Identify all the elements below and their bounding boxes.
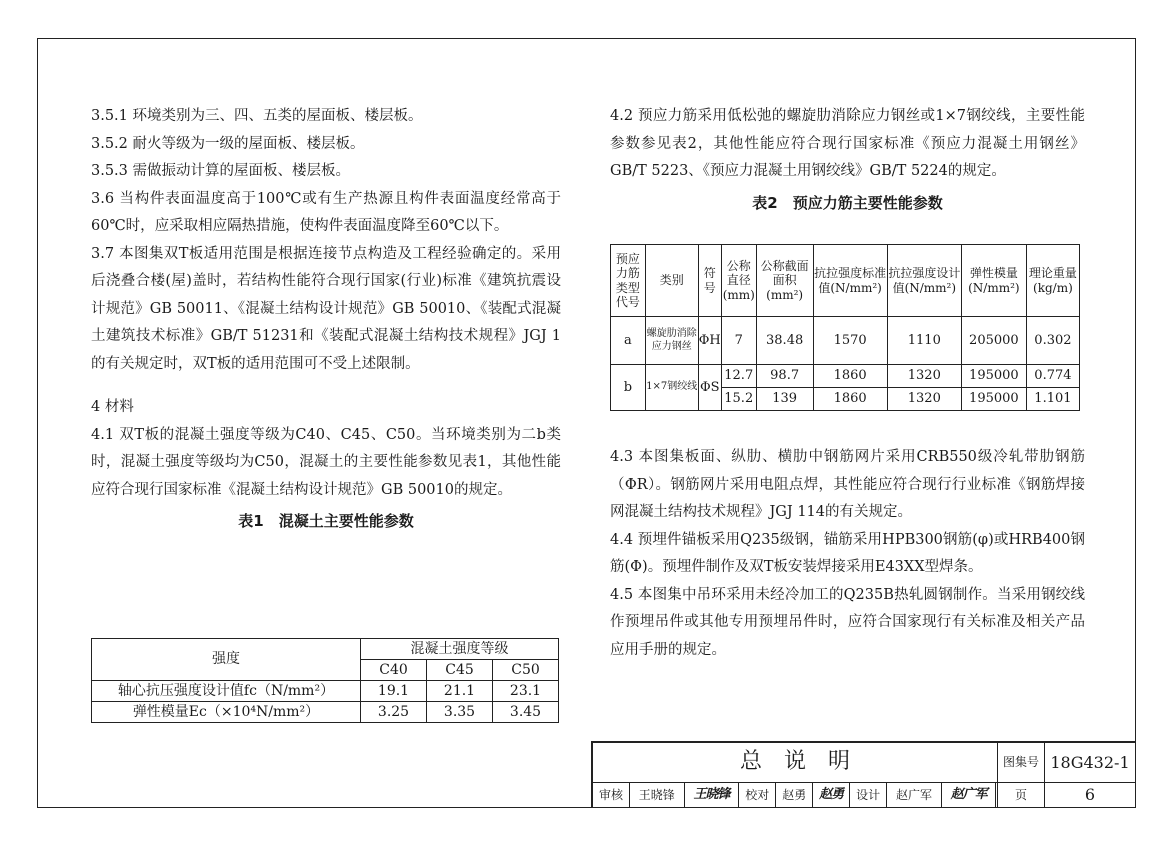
table2-symbol: ΦS <box>698 365 721 411</box>
reviewer-name: 王晓锋 <box>629 783 684 808</box>
table-row <box>92 702 559 723</box>
table2-cell: 1570 <box>813 317 887 365</box>
table2-cell: 139 <box>756 388 813 411</box>
table1-cell: 21.1 <box>427 681 493 702</box>
section-heading-materials: 4 材料 <box>91 399 134 415</box>
table2-type: 1×7钢绞线 <box>645 365 698 411</box>
atlas-number: 18G432-1 <box>1045 743 1136 783</box>
designer-signature: 赵广军 <box>941 783 996 808</box>
table1-grade: C50 <box>493 660 559 681</box>
table2-cell: 7 <box>721 317 756 365</box>
table2-cell: 1110 <box>887 317 961 365</box>
review-label: 审核 <box>593 783 630 808</box>
table2-cell: 1320 <box>887 388 961 411</box>
reviewer-signature: 王晓锋 <box>684 783 739 808</box>
table1-caption: 表1 混凝土主要性能参数 <box>238 512 414 530</box>
table2-cell: 15.2 <box>721 388 756 411</box>
table1-header-grade: 混凝土强度等级 <box>361 639 559 660</box>
title-block <box>591 741 1136 808</box>
table2-cell: 12.7 <box>721 365 756 388</box>
table1-grade: C40 <box>361 660 427 681</box>
clause-4-2: 4.2 预应力筋采用低松弛的螺旋肋消除应力钢丝或1×7钢绞线，主要性能参数参见表2，其他性能应符合现行国家标准《预应力混凝土用钢丝》GB/T 5223、《预应力混凝土用钢绞线》GB/T 5224的规定。 <box>610 108 1085 179</box>
table2-header: 公称截面面积(mm²) <box>756 245 813 317</box>
clause-4-1: 4.1 双T板的混凝土强度等级为C40、C45、C50。当环境类别为二b类时，混凝土强度等级均为C50，混凝土的主要性能参数见表1，其他性能应符合现行国家标准《混凝土结构设计规范》GB 50010的规定。 <box>91 426 561 498</box>
table2-header: 理论重量(kg/m) <box>1026 245 1079 317</box>
table2-cell: 1320 <box>887 365 961 388</box>
table1-cell: 3.45 <box>493 702 559 723</box>
atlas-number-label: 图集号 <box>998 743 1045 783</box>
clause-4-5: 4.5 本图集中吊环采用未经冷加工的Q235B热轧圆钢制作。当采用钢绞线作预埋吊件或其他专用预埋吊件时，应符合国家现行有关标准及相关产品应用手册的规定。 <box>610 586 1085 658</box>
table1-cell: 3.25 <box>361 702 427 723</box>
table-row <box>611 365 1080 388</box>
right-column-lower <box>610 444 1085 664</box>
table-row <box>611 317 1080 365</box>
table2-caption: 表2 预应力筋主要性能参数 <box>752 193 943 212</box>
clause-3-5-2: 3.5.2 耐火等级为一级的屋面板、楼层板。 <box>91 135 365 152</box>
table2-header: 符号 <box>698 245 721 317</box>
table1-cell: 23.1 <box>493 681 559 702</box>
table2-type: 螺旋肋消除应力钢丝 <box>645 317 698 365</box>
table2-header: 预应力筋类型代号 <box>611 245 646 317</box>
table2-cell: 205000 <box>961 317 1026 365</box>
concrete-properties-table <box>91 638 559 723</box>
clause-3-7: 3.7 本图集双T板适用范围是根据连接节点构造及工程经验确定的。采用后浇叠合楼(屋)盖时，若结构性能符合现行国家(行业)标准《建筑抗震设计规范》GB 50011、《混凝土结构设计规范》GB 50010、《装配式混凝土建筑技术标准》GB/T 51231和《装配式混凝土结构技术规程》JGJ 1的有关规定时，双T板的适用范围可不受上述限制。 <box>91 245 561 372</box>
table1-header-strength: 强度 <box>92 639 361 681</box>
table1-row-label: 弹性模量Ec（×10⁴N/mm²） <box>92 702 361 723</box>
table1-cell: 3.35 <box>427 702 493 723</box>
clause-4-3: 4.3 本图集板面、纵肋、横肋中钢筋网片采用CRB550级冷轧带肋钢筋（ΦR）。钢筋网片采用电阻点焊，其性能应符合现行行业标准《钢筋焊接网混凝土结构技术规程》JGJ 114的有关规定。 <box>610 449 1085 520</box>
table1-row-label: 轴心抗压强度设计值fc（N/mm²） <box>92 681 361 702</box>
table2-symbol: ΦH <box>698 317 721 365</box>
table2-cell: 195000 <box>961 365 1026 388</box>
table2-cell: 0.302 <box>1026 317 1079 365</box>
drawing-title: 总 说 明 <box>593 743 998 783</box>
clause-3-5-3: 3.5.3 需做振动计算的屋面板、楼层板。 <box>91 163 351 179</box>
page-number: 6 <box>1045 783 1136 808</box>
left-column <box>91 103 561 542</box>
prestress-properties-table <box>610 244 1080 411</box>
clause-4-4: 4.4 预埋件锚板采用Q235级钢，锚筋采用HPB300钢筋(φ)或HRB400钢筋(Φ)。预埋件制作及双T板安装焊接采用E43XX型焊条。 <box>610 531 1085 575</box>
right-column <box>610 103 1085 223</box>
clause-3-5-1: 3.5.1 环境类别为三、四、五类的屋面板、楼层板。 <box>91 108 423 124</box>
designer-name: 赵广军 <box>887 783 942 808</box>
clause-3-6: 3.6 当构件表面温度高于100℃或有生产热源且构件表面温度经常高于60℃时，应采取相应隔热措施，使构件表面温度降至60℃以下。 <box>91 190 561 234</box>
table2-cell: 195000 <box>961 388 1026 411</box>
table2-cell: 1.101 <box>1026 388 1079 411</box>
design-label: 设计 <box>850 783 887 808</box>
table2-header: 抗拉强度设计值(N/mm²) <box>887 245 961 317</box>
table1-grade: C45 <box>427 660 493 681</box>
table2-code: a <box>611 317 646 365</box>
check-label: 校对 <box>739 783 776 808</box>
table2-cell: 1860 <box>813 365 887 388</box>
table1-cell: 19.1 <box>361 681 427 702</box>
table2-cell: 1860 <box>813 388 887 411</box>
checker-signature: 赵勇 <box>813 783 850 808</box>
table2-code: b <box>611 365 646 411</box>
table2-header: 抗拉强度标准值(N/mm²) <box>813 245 887 317</box>
checker-name: 赵勇 <box>776 783 813 808</box>
table2-header: 类别 <box>645 245 698 317</box>
table2-header: 弹性模量(N/mm²) <box>961 245 1026 317</box>
page-label: 页 <box>998 783 1045 808</box>
table2-cell: 38.48 <box>756 317 813 365</box>
table2-cell: 0.774 <box>1026 365 1079 388</box>
table-row <box>92 681 559 702</box>
table2-header: 公称直径(mm) <box>721 245 756 317</box>
table2-cell: 98.7 <box>756 365 813 388</box>
